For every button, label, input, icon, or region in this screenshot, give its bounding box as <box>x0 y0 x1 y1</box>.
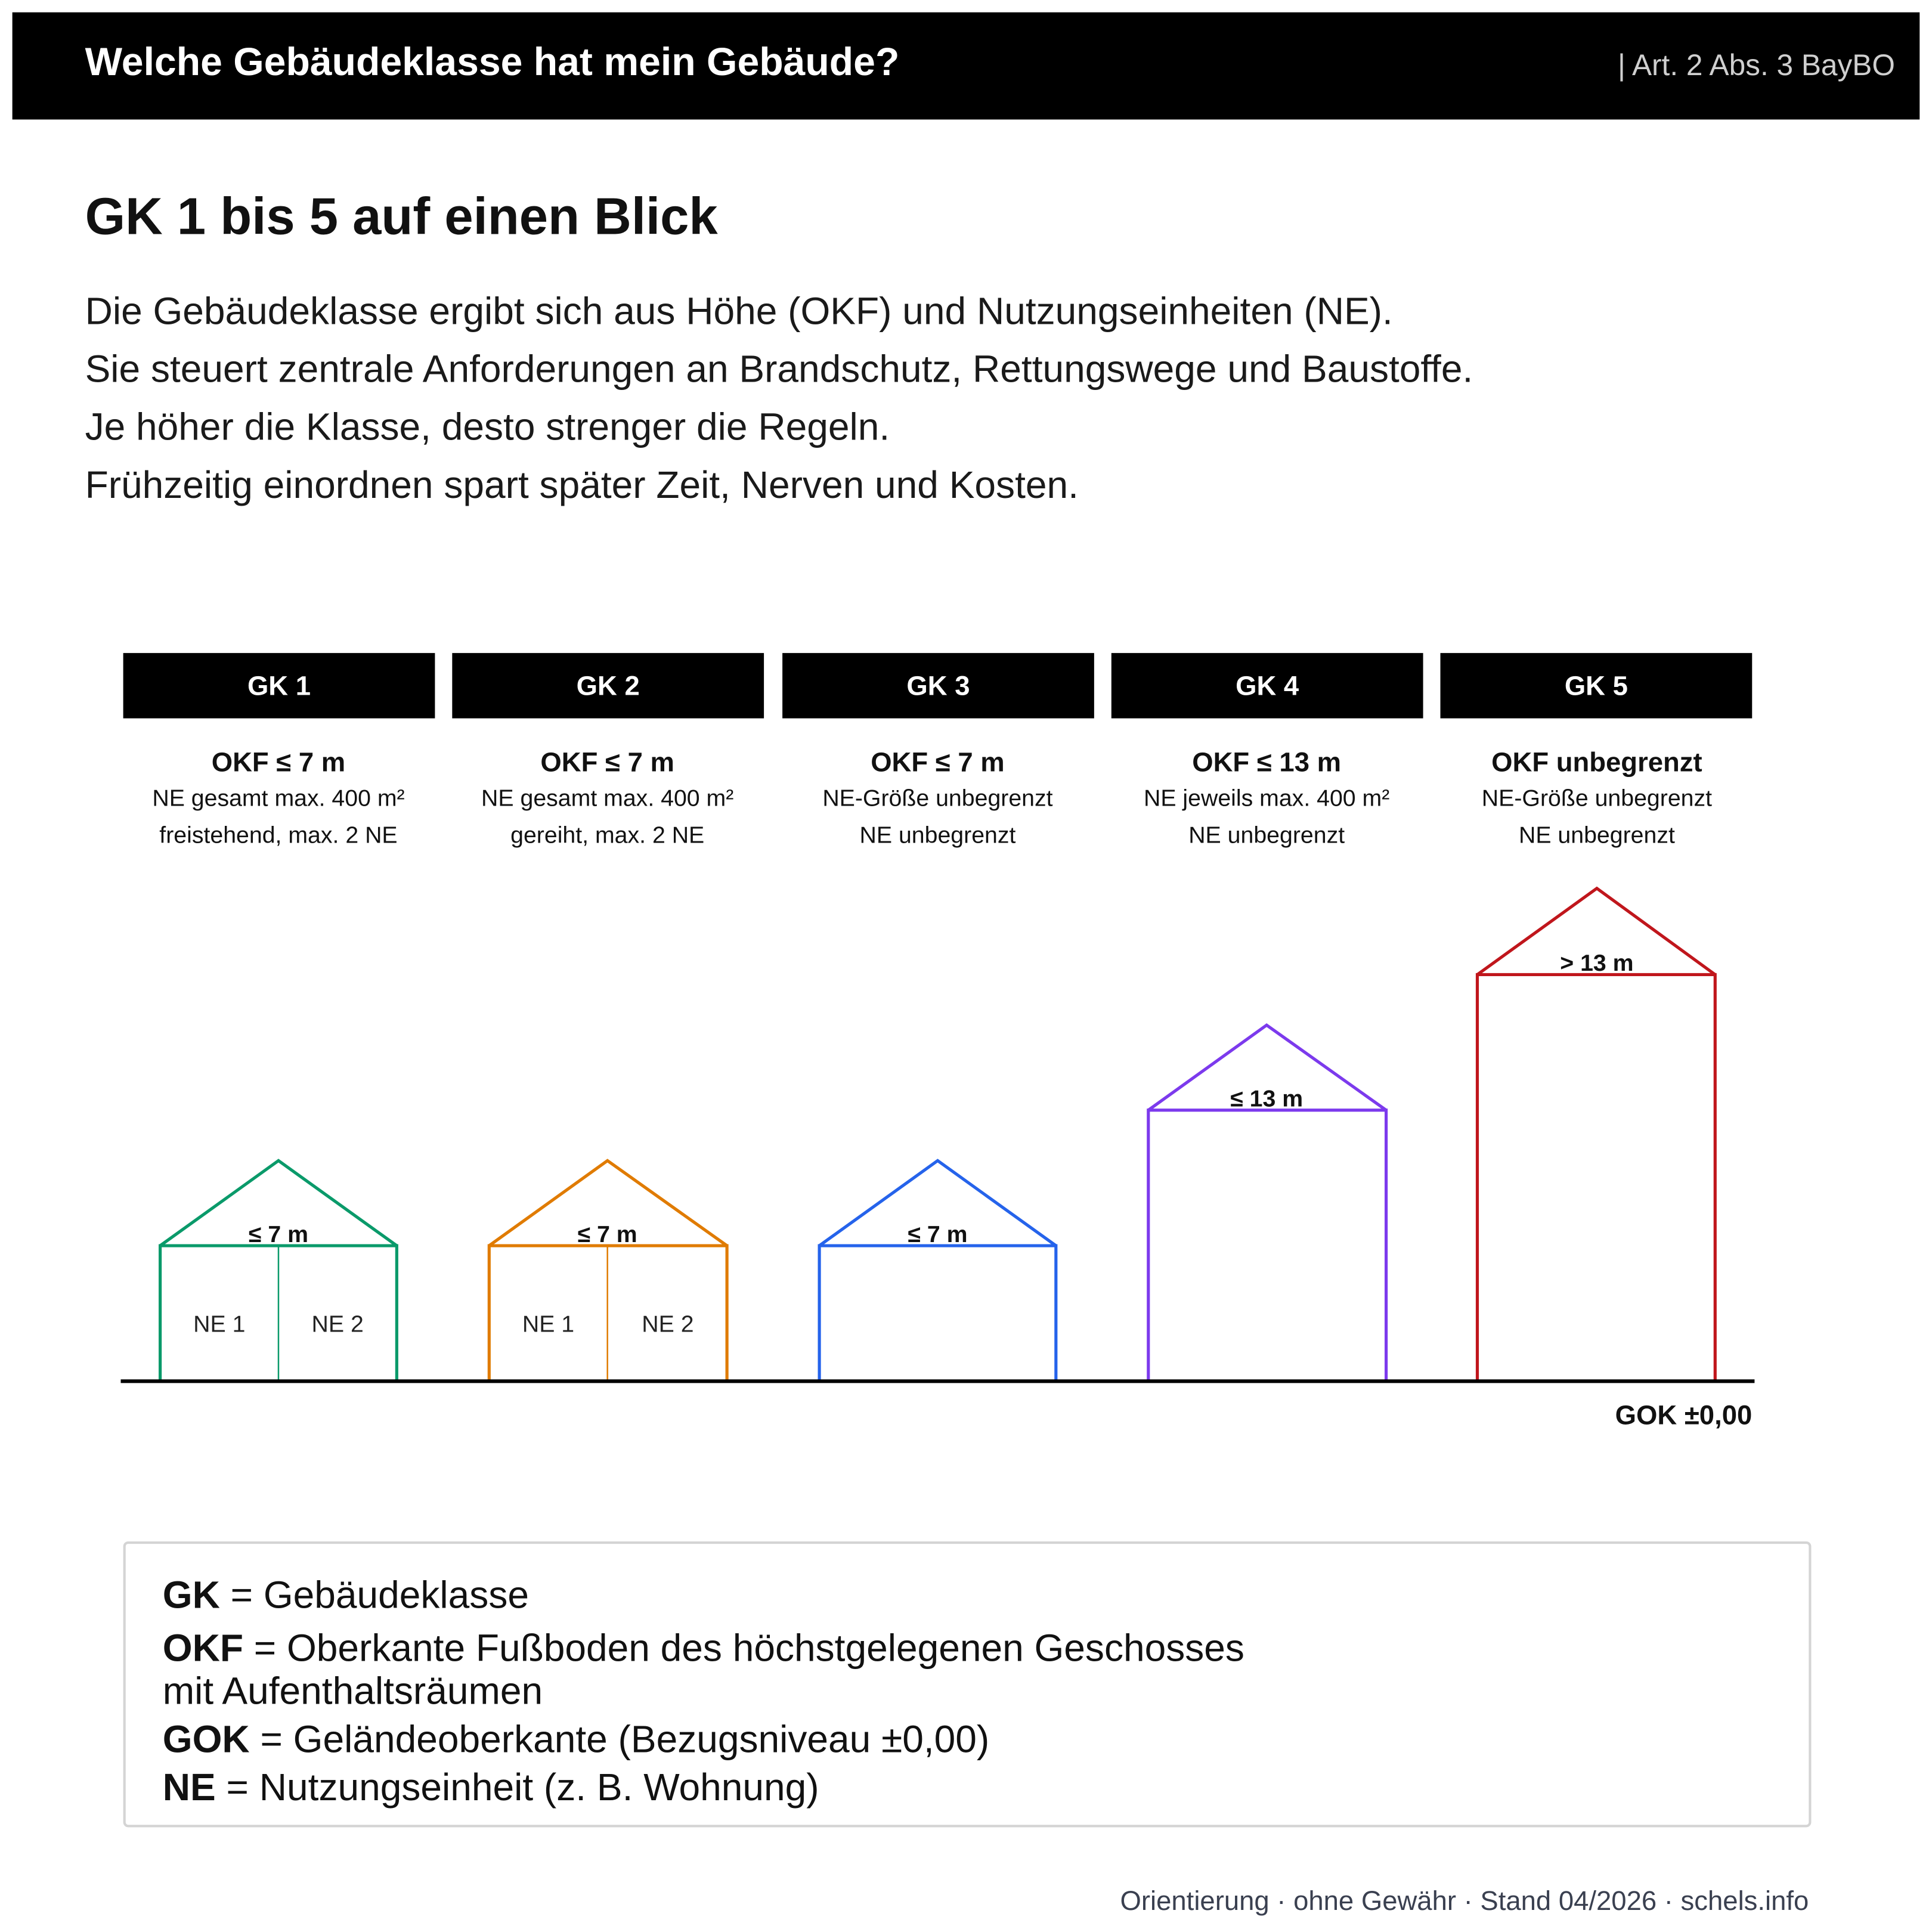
house-gk2 <box>489 1160 727 1381</box>
height-label: > 13 m <box>1560 950 1634 977</box>
legend-definition: = Oberkante Fußboden des höchstgelegenen Geschosses <box>243 1626 1244 1670</box>
gk4-header: GK 4 <box>1111 653 1423 719</box>
gk1-criteria <box>118 744 438 855</box>
criteria-line: NE gesamt max. 400 m² <box>481 786 734 812</box>
okf-limit: OKF ≤ 7 m <box>871 747 1005 778</box>
criteria-line: NE-Größe unbegrenzt <box>1481 786 1713 812</box>
criteria-line: NE unbegrenzt <box>1518 823 1675 849</box>
legend-item <box>163 1717 990 1761</box>
gk3-header: GK 3 <box>782 653 1094 719</box>
criteria-line: NE gesamt max. 400 m² <box>152 786 405 812</box>
legend-term: OKF <box>162 1626 243 1670</box>
legend-box <box>123 1541 1812 1827</box>
gk3-criteria <box>778 744 1098 855</box>
gk4-criteria <box>1107 744 1427 855</box>
legend-term: GOK <box>162 1717 250 1761</box>
header-title: Welche Gebäudeklasse hat mein Gebäude? <box>85 39 900 84</box>
page-title: GK 1 bis 5 auf einen Blick <box>85 187 718 246</box>
okf-limit: OKF ≤ 7 m <box>211 747 346 778</box>
legend-item <box>163 1766 819 1810</box>
height-label: ≤ 13 m <box>1230 1085 1304 1112</box>
criteria-line: gereiht, max. 2 NE <box>510 823 705 849</box>
header-reference: | Art. 2 Abs. 3 BayBO <box>1618 49 1895 83</box>
criteria-line: freistehend, max. 2 NE <box>159 823 398 849</box>
height-label: ≤ 7 m <box>248 1221 309 1247</box>
legend-term: NE <box>162 1766 216 1809</box>
gk5-header: GK 5 <box>1441 653 1753 719</box>
unit-label: NE 2 <box>311 1311 364 1337</box>
house-gk3 <box>819 1160 1056 1381</box>
intro-line: Frühzeitig einordnen spart später Zeit, Nerven und Kosten. <box>85 463 1079 507</box>
house-gk4 <box>1148 1025 1386 1381</box>
okf-limit: OKF ≤ 13 m <box>1192 747 1342 778</box>
height-label: ≤ 7 m <box>577 1221 637 1247</box>
house-gk1 <box>160 1160 397 1381</box>
legend-term: GK <box>162 1573 220 1617</box>
gk2-criteria <box>447 744 767 855</box>
footer-note: Orientierung · ohne Gewähr · Stand 04/2026 · schels.info <box>1120 1885 1809 1916</box>
unit-label: NE 1 <box>522 1311 575 1337</box>
height-label: ≤ 7 m <box>908 1221 968 1247</box>
intro-line: Je höher die Klasse, desto strenger die Regeln. <box>85 405 890 449</box>
gk5-criteria <box>1436 744 1757 855</box>
criteria-line: NE unbegrenzt <box>859 823 1016 849</box>
gk1-header: GK 1 <box>123 653 435 719</box>
legend-definition: = Nutzungseinheit (z. B. Wohnung) <box>215 1766 819 1809</box>
unit-label: NE 2 <box>642 1311 694 1337</box>
gk2-header: GK 2 <box>452 653 764 719</box>
legend-definition: = Geländeoberkante (Bezugsniveau ±0,00) <box>249 1717 990 1761</box>
intro-line: Die Gebäudeklasse ergibt sich aus Höhe (OKF) und Nutzungseinheiten (NE). <box>85 289 1393 333</box>
legend-item <box>163 1627 1244 1671</box>
ground-level-label: GOK ±0,00 <box>1615 1400 1753 1431</box>
legend-continuation: mit Aufenthaltsräumen <box>162 1669 543 1713</box>
criteria-line: NE jeweils max. 400 m² <box>1143 786 1390 812</box>
criteria-line: NE unbegrenzt <box>1188 823 1345 849</box>
legend-definition: = Gebäudeklasse <box>219 1573 529 1617</box>
criteria-line: NE-Größe unbegrenzt <box>822 786 1053 812</box>
intro-line: Sie steuert zentrale Anforderungen an Brandschutz, Rettungswege und Baustoffe. <box>85 347 1473 391</box>
unit-label: NE 1 <box>193 1311 246 1337</box>
okf-limit: OKF ≤ 7 m <box>540 747 674 778</box>
legend-item <box>163 1574 529 1618</box>
okf-limit: OKF unbegrenzt <box>1491 747 1702 778</box>
